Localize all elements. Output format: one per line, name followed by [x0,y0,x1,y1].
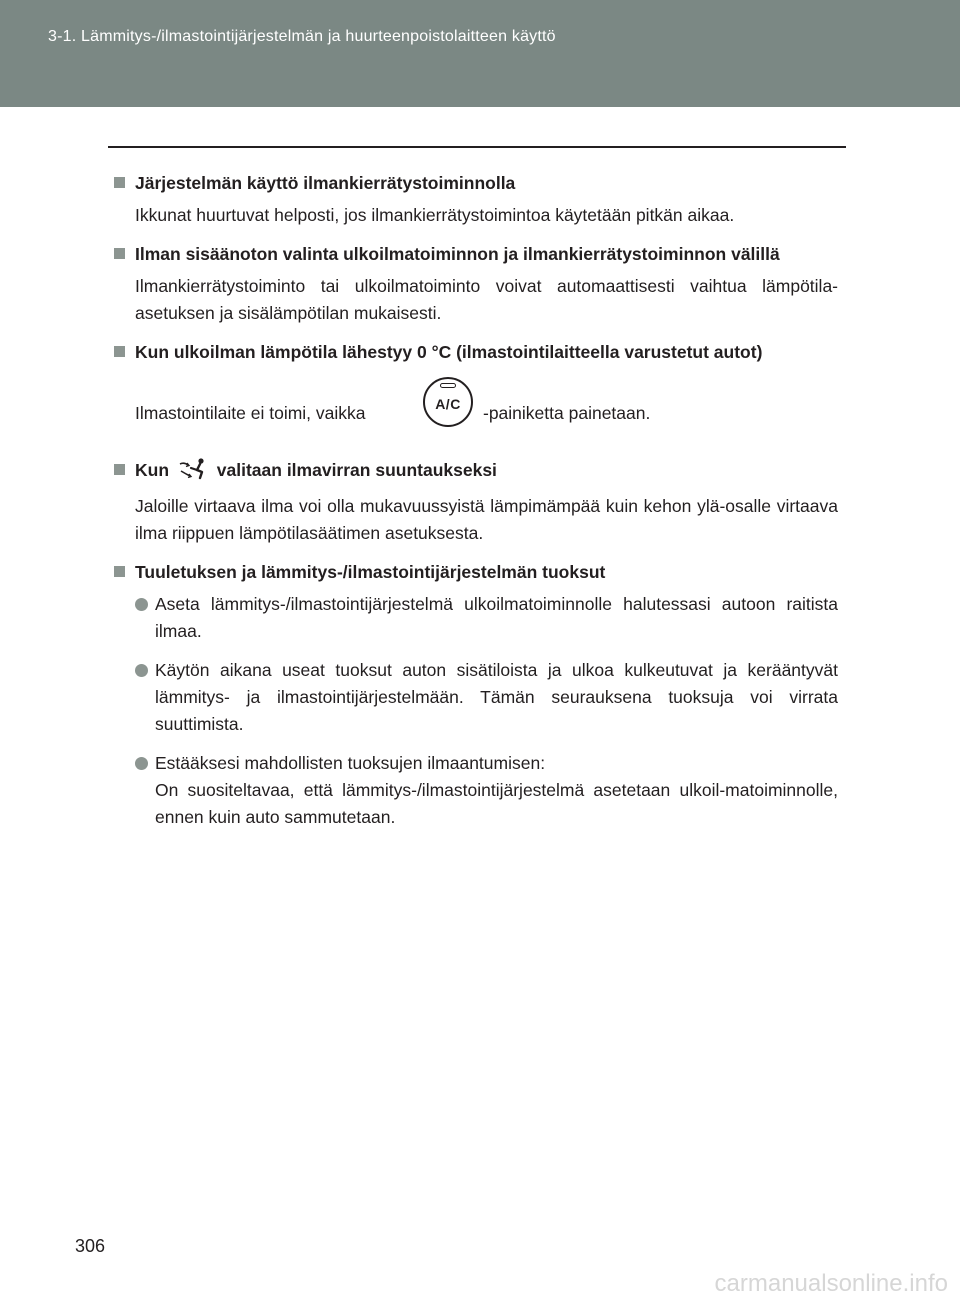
header-band [0,0,960,107]
feet-face-airflow-icon [178,458,208,487]
heading-recirculation: Järjestelmän käyttö ilmankierrätystoiminnolla [112,170,838,196]
list-item: Estääksesi mahdollisten tuoksujen ilmaantumisen: On suositeltavaa, että lämmitys-/ilmastointijärjestelmä asetetaan ulkoil-matoiminnolle, ennen kuin auto sammutetaan. [112,750,838,831]
page-content [112,170,838,831]
square-bullet-icon [114,346,125,357]
list-item: Käytön aikana useat tuoksut auton sisätiloista ja ulkoa kulkeutuvat ja kerääntyvät lämmitys- ja ilmastointijärjestelmään. Tämän seurauksena tuoksuja voi virrata suuttimista. [112,657,838,738]
paragraph-intake-selection: Ilmankierrätystoiminto tai ulkoilmatoiminto voivat automaattisesti vaihtua lämpötila-asetuksen ja sisälämpötilan mukaisesti. [135,276,838,323]
heading-outside-temperature: Kun ulkoilman lämpötila lähestyy 0 °C (ilmastointilaitteella varustetut autot) [112,339,838,365]
page-number: 306 [75,1236,106,1256]
watermark: carmanualsonline.info [714,1270,948,1297]
heading-airflow-mode: Kun valitaan ilmavirran suuntaukseksi [112,457,838,487]
round-bullet-icon [135,664,148,677]
top-rule [108,146,846,148]
square-bullet-icon [114,566,125,577]
square-bullet-icon [114,248,125,259]
list-item: Aseta lämmitys-/ilmastointijärjestelmä ulkoilmatoiminnolle halutessasi autoon raitista ilmaa. [112,591,838,645]
heading-odors: Tuuletuksen ja lämmitys-/ilmastointijärjestelmän tuoksut [112,559,838,585]
paragraph-ac-button: Ilmastointilaite ei toimi, vaikka A/C -painiketta painetaan. [112,377,838,441]
paragraph-airflow-mode: Jaloille virtaava ilma voi olla mukavuussyistä lämpimämpää kuin kehon ylä-osalle virtaava ilma riippuen lämpötilasäätimen asetuksesta. [135,496,838,543]
round-bullet-icon [135,598,148,611]
section-title: 3-1. Lämmitys-/ilmastointijärjestelmän ja huurteenpoistolaitteen käyttö [48,28,556,45]
paragraph-recirculation: Ikkunat huurtuvat helposti, jos ilmankierrätystoimintoa käytetään pitkän aikaa. [135,205,735,225]
indicator-led-icon [440,383,456,388]
heading-intake-selection: Ilman sisäänoton valinta ulkoilmatoiminnon ja ilmankierrätystoiminnon välillä [112,241,838,267]
square-bullet-icon [114,464,125,475]
round-bullet-icon [135,757,148,770]
square-bullet-icon [114,177,125,188]
ac-button-icon: A/C [423,377,473,427]
